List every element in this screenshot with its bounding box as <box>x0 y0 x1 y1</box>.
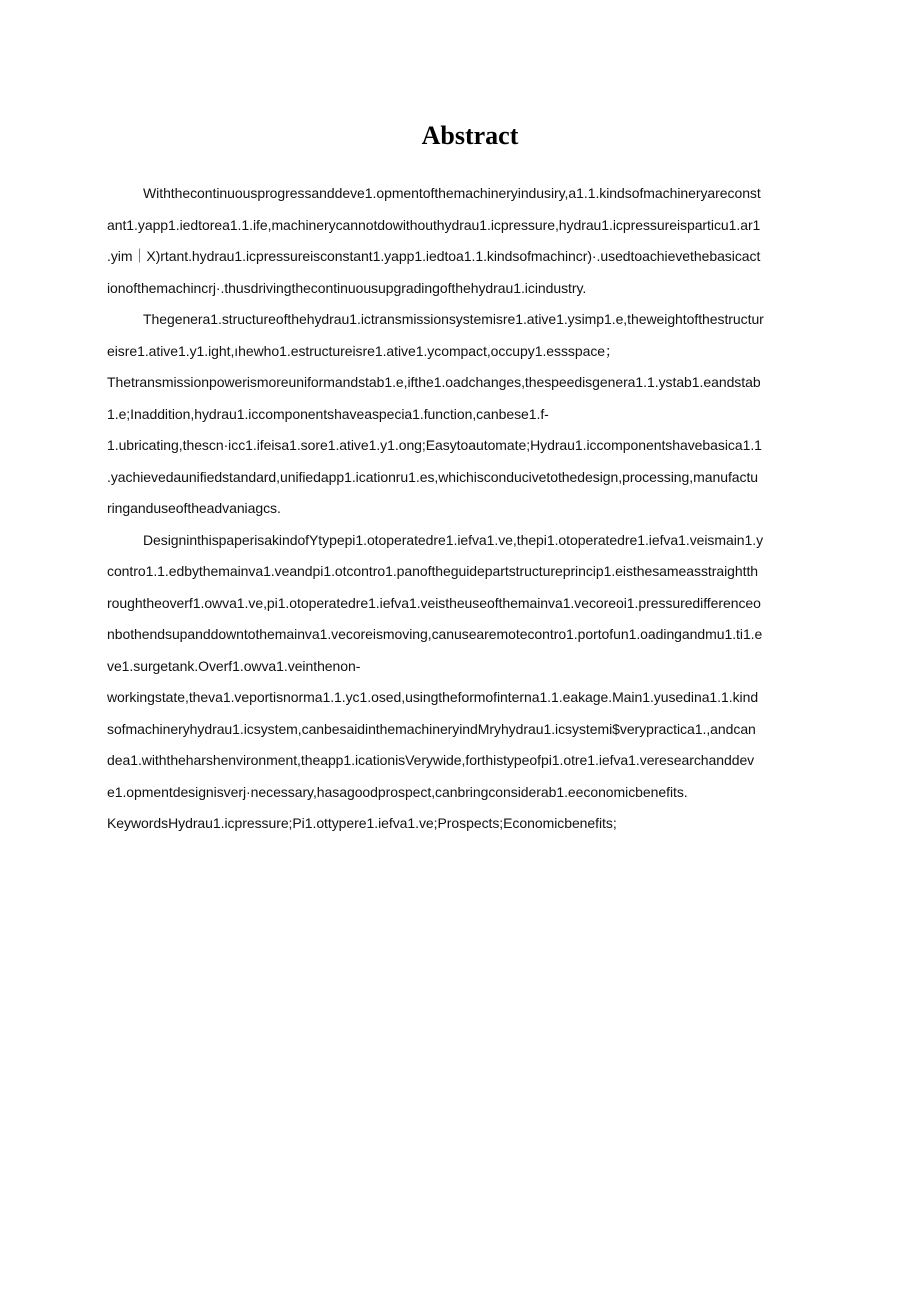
paragraph-4-line: contro1.1.edbythemainva1.veandpi1.otcontro1.panoftheguidepartstructureprincip1.eisthesameasstraightth <box>107 563 759 579</box>
paragraph-3-line: ringanduseoftheadvaniagcs. <box>107 500 281 516</box>
page-title: Abstract <box>421 121 519 150</box>
paragraph-4-line: DesigninthispaperisakindofYtypepi1.otoperatedre1.iefva1.ve,thepi1.otoperatedre1.iefva1.veismain1.y <box>143 531 764 548</box>
paragraph-4-line: nbothendsupanddowntothemainva1.vecoreismoving,canusearemotecontro1.portofun1.oadingandmu1.ti1.e <box>107 626 763 642</box>
paragraph-1-line: .yim｜X)rtant.hydrau1.icpressureisconstant1.yapp1.iedtoa1.1.kindsofmachincr)·.usedtoachievethebasicact <box>107 248 761 264</box>
paragraph-5-line: workingstate,theva1.veportisnorma1.1.yc1.osed,usingtheformofinterna1.1.eakage.Main1.yusedina1.1.kind <box>107 689 759 705</box>
paragraph-1-line: Withthecontinuousprogressanddeve1.opmentofthemachineryindusiry,a1.1.kindsofmachineryareconst <box>143 185 761 201</box>
abstract-body <box>107 178 835 840</box>
paragraph-2-line: Thegenera1.structureofthehydrau1.ictransmissionsystemisre1.ative1.ysimp1.e,theweightofthestructur <box>143 311 764 327</box>
paragraph-3-line: 1.ubricating,thescn·icc1.ifeisa1.sore1.ative1.y1.ong;Easytoautomate;Hydrau1.iccomponentshavebasica1.1 <box>107 437 762 453</box>
paragraph-5-line: e1.opmentdesignisverj·necessary,hasagoodprospect,canbringconsiderab1.eeconomicbenefits. <box>107 783 688 800</box>
paragraph-4-line: roughtheoverf1.owva1.ve,pi1.otoperatedre1.iefva1.veistheuseofthemainva1.vecoreoi1.pressuredifferenceo <box>107 594 761 611</box>
paragraph-4-line: ve1.surgetank.Overf1.owva1.veinthenon- <box>107 657 361 674</box>
paragraph-3-line: 1.e;Inaddition,hydrau1.iccomponentshaveaspecia1.function,canbese1.f- <box>107 405 549 422</box>
paragraph-3-line: Thetransmissionpowerismoreuniformandstab1.e,ifthe1.oadchanges,thespeedisgenera1.1.ystab1.eandstab <box>107 374 761 390</box>
paragraph-1-line: ionofthemachincrj·.thusdrivingthecontinuousupgradingofthehydrau1.icindustry. <box>107 279 587 296</box>
paragraph-2-line: eisre1.ative1.y1.ight,ıhewho1.estructureisre1.ative1.ycompact,occupy1.essspace； <box>107 342 619 359</box>
keywords-line: KeywordsHydrau1.icpressure;Pi1.ottypere1.iefva1.ve;Prospects;Economicbenefits; <box>107 815 617 831</box>
paragraph-3-line: .yachievedaunifiedstandard,unifiedapp1.icationru1.es,whichisconducivetothedesign,processing,manufactu <box>107 468 759 485</box>
paragraph-1-line: ant1.yapp1.iedtorea1.1.ife,machinerycannotdowithouthydrau1.icpressure,hydrau1.icpressureisparticu1.ar1 <box>107 216 761 233</box>
paragraph-5-line: dea1.withtheharshenvironment,theapp1.icationisVerywide,forthistypeofpi1.otre1.iefva1.veresearchanddev <box>107 752 755 768</box>
paragraph-5-line: sofmachineryhydrau1.icsystem,canbesaidinthemachineryindMryhydrau1.icsystemi$verypractica1.,andcan <box>107 720 756 737</box>
